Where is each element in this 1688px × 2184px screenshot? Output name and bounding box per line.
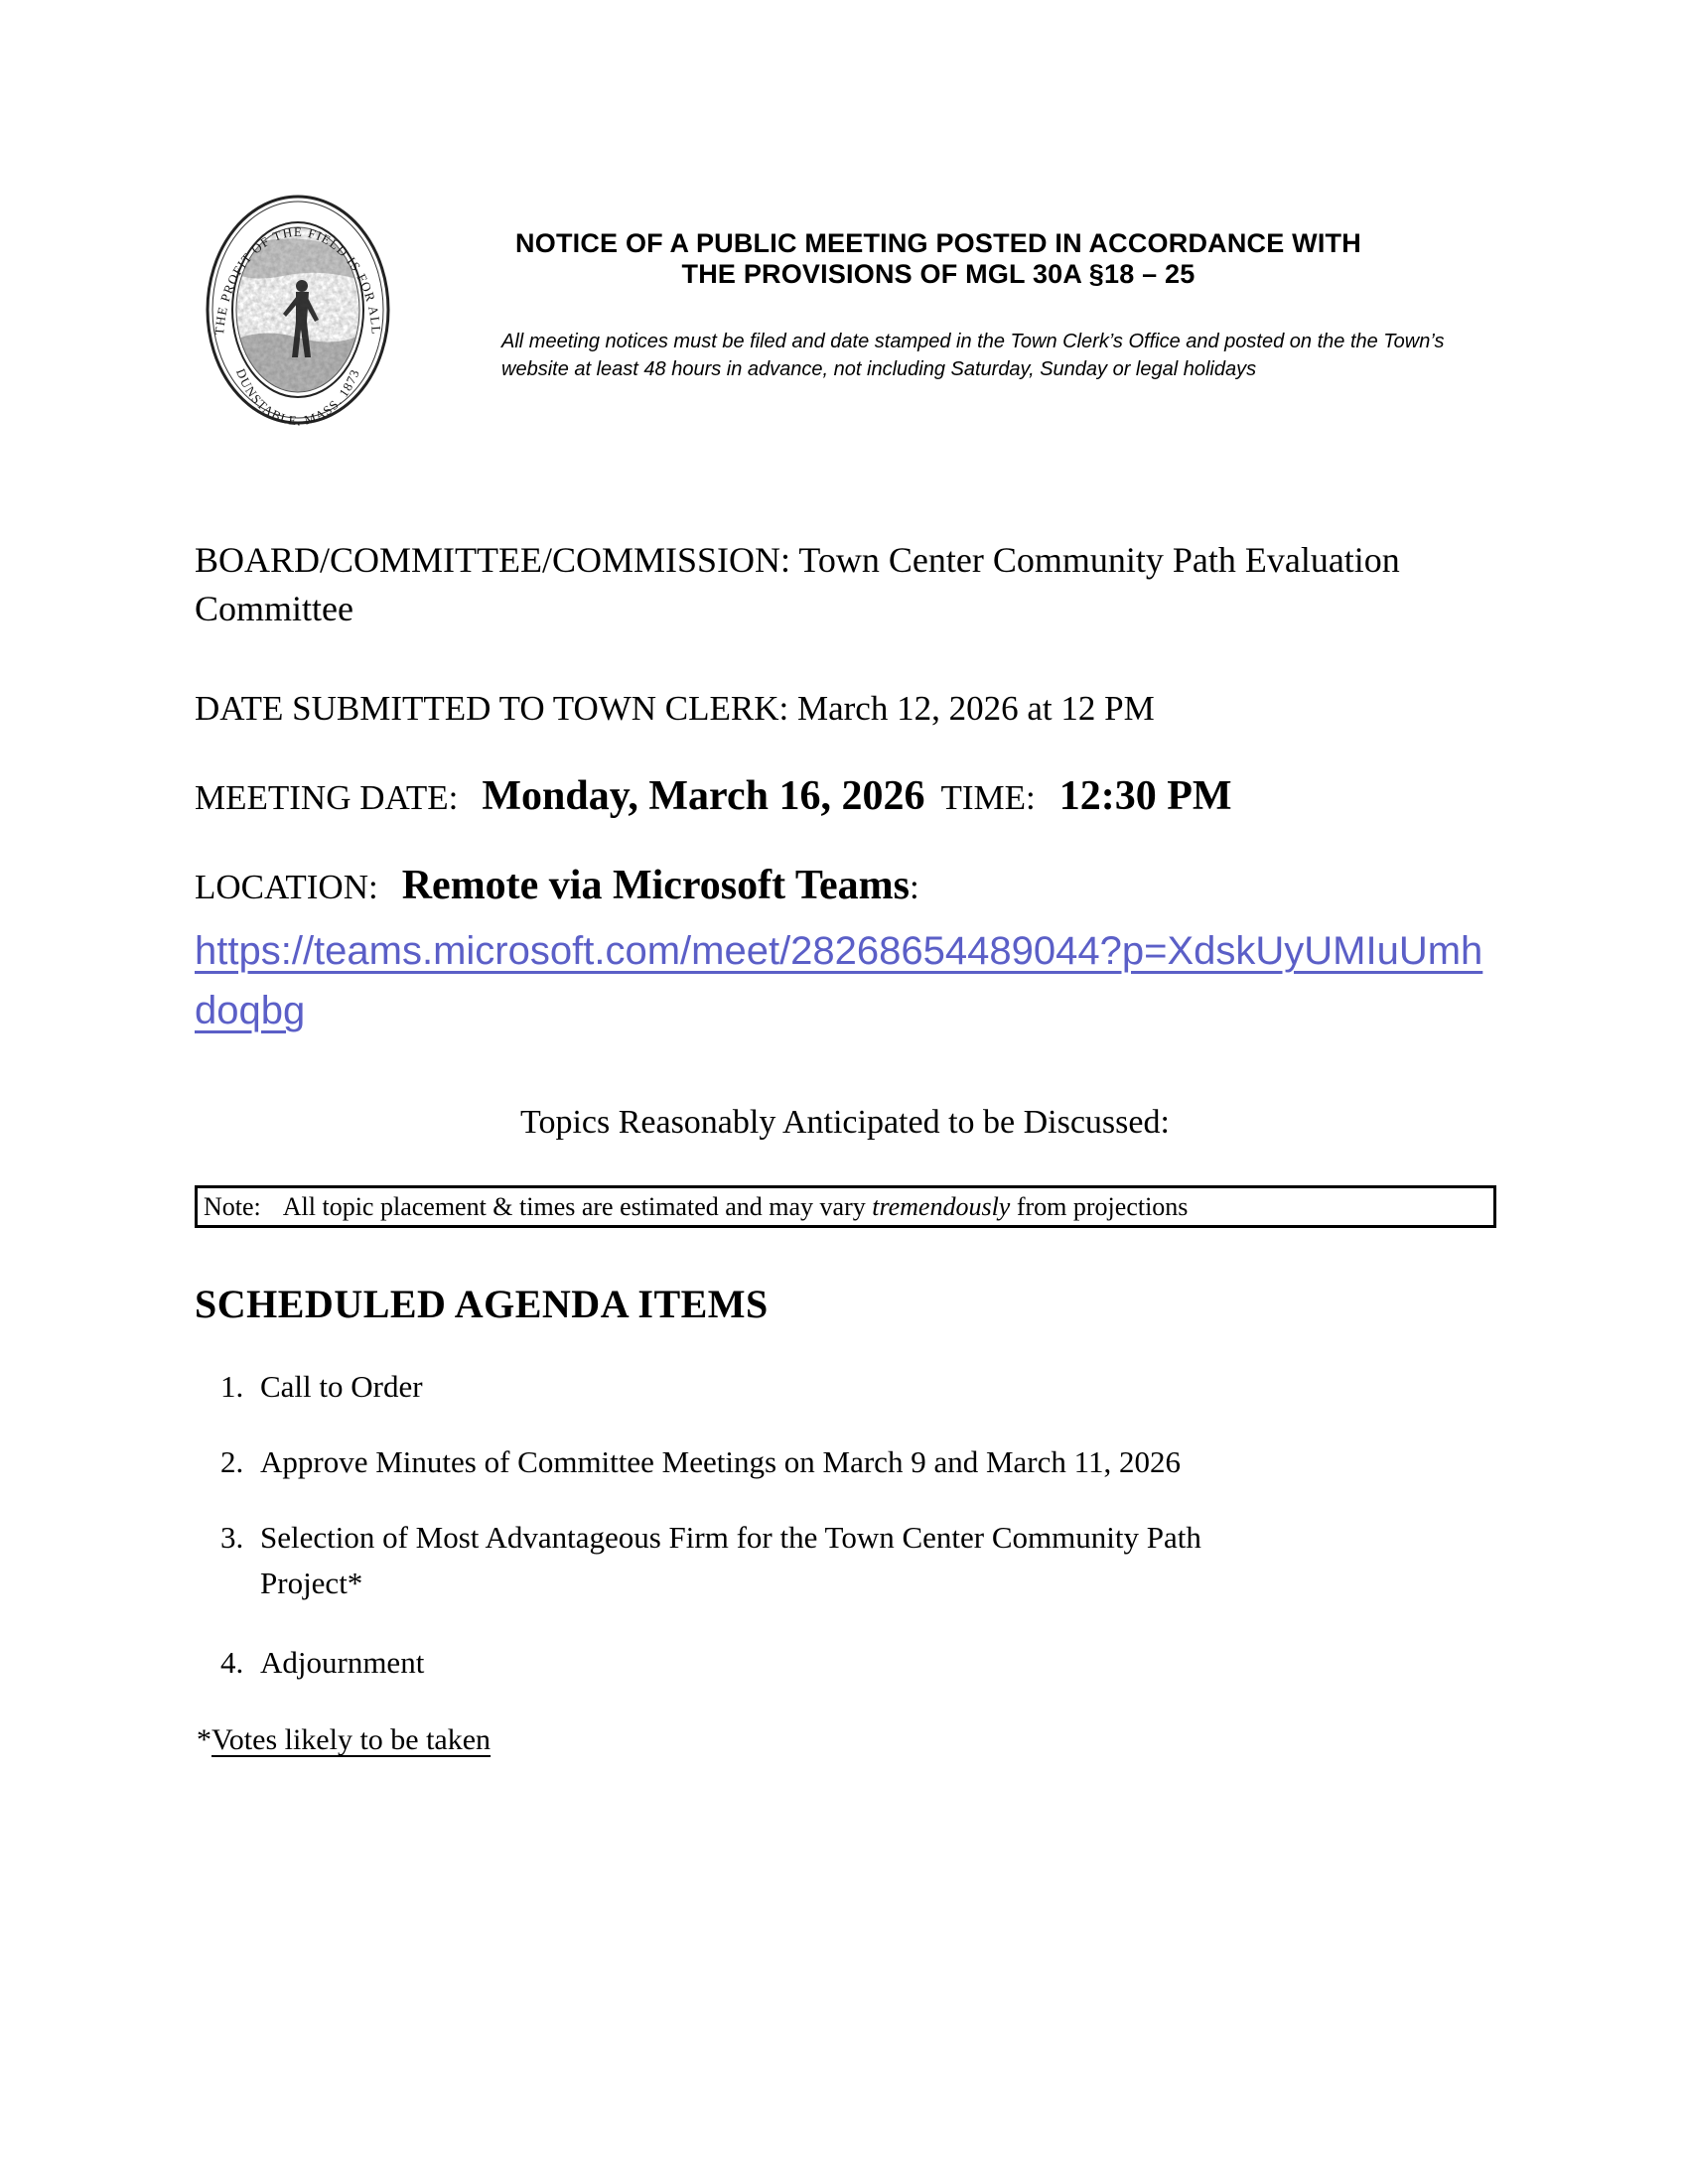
seal-top-motto: THE PROFIT OF THE FIELD IS FOR ALL xyxy=(211,223,384,337)
agenda-item-number: 2. xyxy=(220,1444,244,1479)
note-text-2: from projections xyxy=(1010,1192,1189,1221)
votes-footnote xyxy=(197,1723,491,1757)
meeting-date-value: Monday, March 16, 2026 xyxy=(482,773,925,819)
note-label: Note: xyxy=(204,1192,261,1221)
agenda-item-number: 3. xyxy=(220,1520,244,1555)
board-value: Town Center Community Path Evaluation Committee xyxy=(195,540,1400,628)
seal-bottom-motto: DUNSTABLE, MASS. 1873 xyxy=(232,366,363,426)
location-value: Remote via Microsoft Teams xyxy=(401,863,910,908)
topics-heading: Topics Reasonably Anticipated to be Discussed: xyxy=(520,1104,1170,1141)
town-seal-image xyxy=(204,191,392,426)
votes-footnote-asterisk: * xyxy=(197,1723,211,1756)
agenda-item-text: Selection of Most Advantageous Firm for the Town Center Community Path Project* xyxy=(260,1520,1201,1600)
time-value: 12:30 PM xyxy=(1058,773,1232,819)
date-submitted-value: March 12, 2026 at 12 PM xyxy=(788,689,1155,728)
agenda-item-text: Adjournment xyxy=(260,1645,425,1680)
note-text-1: All topic placement & times are estimated and may vary xyxy=(282,1192,873,1221)
agenda-item-text: Call to Order xyxy=(260,1369,423,1404)
teams-meeting-link[interactable]: https://teams.microsoft.com/meet/28268654489044?p=XdskUyUMIuUmhdoqbg xyxy=(195,929,1483,1032)
agenda-item-number: 1. xyxy=(220,1369,244,1404)
notice-title-line2: THE PROVISIONS OF MGL 30A §18 – 25 xyxy=(681,259,1196,289)
location-colon: : xyxy=(910,868,919,906)
time-label: TIME: xyxy=(940,778,1036,817)
agenda-item-number: 4. xyxy=(220,1645,244,1680)
meeting-date-label: MEETING DATE: xyxy=(195,778,459,817)
notice-title xyxy=(467,228,1410,290)
location-row xyxy=(195,862,1585,911)
date-submitted-row xyxy=(195,687,1505,731)
agenda-item-text: Approve Minutes of Committee Meetings on March 9 and March 11, 2026 xyxy=(260,1444,1181,1479)
note-box xyxy=(195,1185,1496,1228)
meeting-date-row xyxy=(195,772,1585,822)
notice-title-line1: NOTICE OF A PUBLIC MEETING POSTED IN ACCORDANCE WITH xyxy=(515,228,1361,258)
town-seal-graphic xyxy=(204,191,392,426)
agenda-heading: SCHEDULED AGENDA ITEMS xyxy=(195,1282,769,1326)
board-row xyxy=(195,536,1505,633)
filing-disclaimer: All meeting notices must be filed and date stamped in the Town Clerk’s Office and posted on the the Town’s website at least 48 hours in advance, not including Saturday, Sunday or legal holidays xyxy=(501,331,1445,380)
date-submitted-label: DATE SUBMITTED TO TOWN CLERK: xyxy=(195,689,789,728)
votes-footnote-text: Votes likely to be taken xyxy=(211,1723,492,1756)
board-label: BOARD/COMMITTEE/COMMISSION: xyxy=(195,540,791,580)
location-label: LOCATION: xyxy=(195,868,378,906)
note-text-italic: tremendously xyxy=(872,1192,1011,1221)
